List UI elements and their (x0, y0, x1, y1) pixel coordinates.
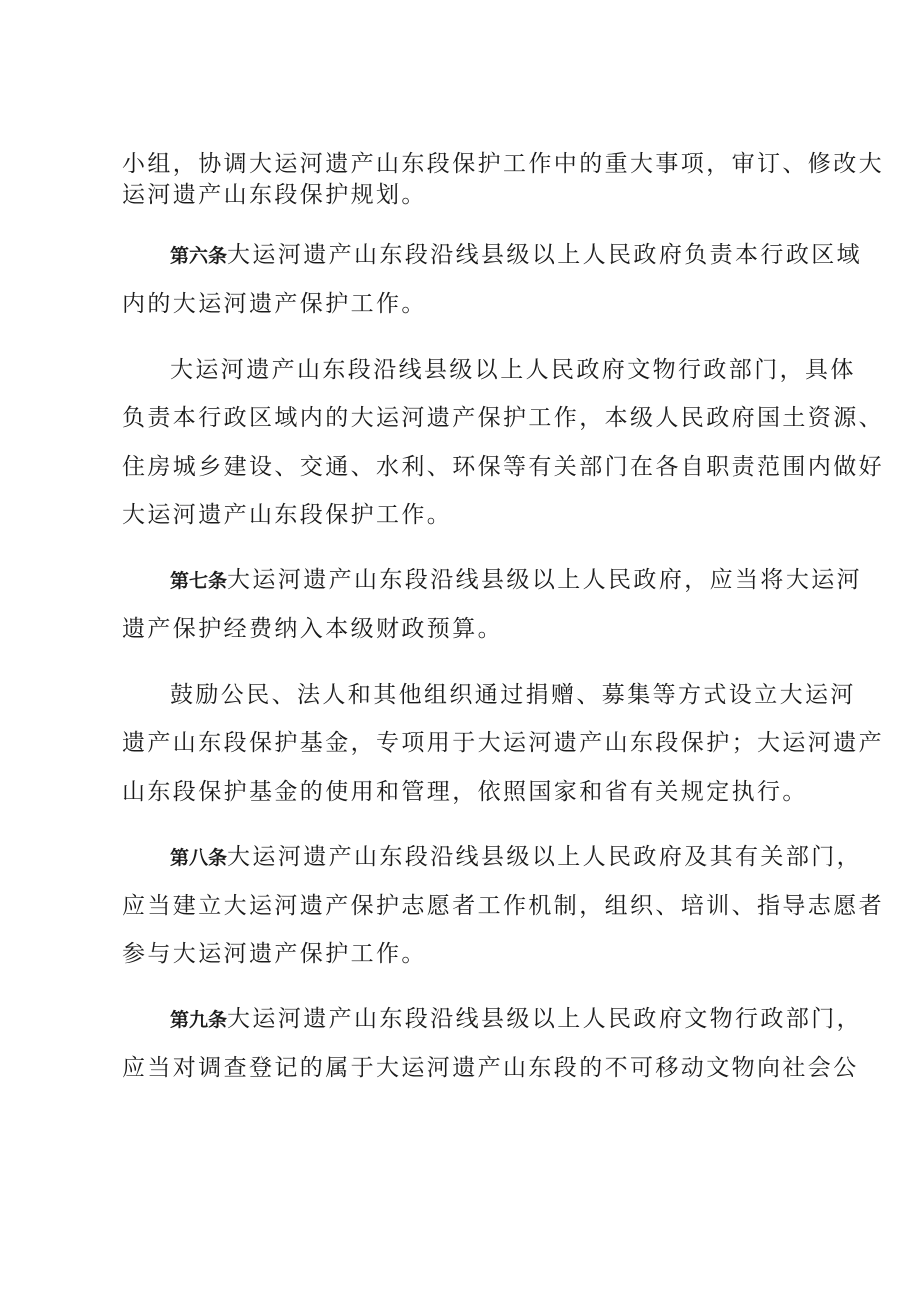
text-line: 大运河遗产山东段沿线县级以上人民政府文物行政部门，具体 (170, 357, 856, 383)
text-line: 小组，协调大运河遗产山东段保护工作中的重大事项，审订、修改大 (122, 151, 884, 177)
text-line: 大运河遗产山东段保护工作。 (122, 502, 453, 528)
article-first-line (170, 565, 862, 596)
text-line: 负责本行政区域内的大运河遗产保护工作，本级人民政府国土资源、 (122, 405, 884, 431)
text-line: 大运河遗产山东段沿线县级以上人民政府负责本行政区域 (227, 242, 863, 268)
text-line: 大运河遗产山东段沿线县级以上人民政府文物行政部门， (227, 1006, 863, 1032)
article-first-line (170, 842, 862, 873)
text-line: 运河遗产山东段保护规划。 (122, 182, 427, 208)
text-line: 内的大运河遗产保护工作。 (122, 291, 427, 317)
article-label: 第八条 (170, 847, 228, 869)
article-label: 第六条 (170, 245, 228, 267)
text-line: 遗产山东段保护基金，专项用于大运河遗产山东段保护；大运河遗产 (122, 730, 884, 756)
text-line: 应当对调查登记的属于大运河遗产山东段的不可移动文物向社会公 (122, 1055, 859, 1081)
article-first-line (170, 240, 862, 271)
article-label: 第九条 (170, 1009, 228, 1031)
text-line: 山东段保护基金的使用和管理，依照国家和省有关规定执行。 (122, 779, 808, 805)
text-line: 遗产保护经费纳入本级财政预算。 (122, 616, 503, 642)
text-line: 住房城乡建设、交通、水利、环保等有关部门在各自职责范围内做好 (122, 454, 884, 480)
text-line: 大运河遗产山东段沿线县级以上人民政府及其有关部门， (227, 844, 863, 870)
text-line: 应当建立大运河遗产保护志愿者工作机制，组织、培训、指导志愿者 (122, 893, 884, 919)
text-line: 参与大运河遗产保护工作。 (122, 941, 427, 967)
article-first-line (170, 1004, 862, 1035)
article-label: 第七条 (170, 570, 228, 592)
text-line: 鼓励公民、法人和其他组织通过捐赠、募集等方式设立大运河 (170, 682, 856, 708)
text-line: 大运河遗产山东段沿线县级以上人民政府，应当将大运河 (227, 567, 863, 593)
